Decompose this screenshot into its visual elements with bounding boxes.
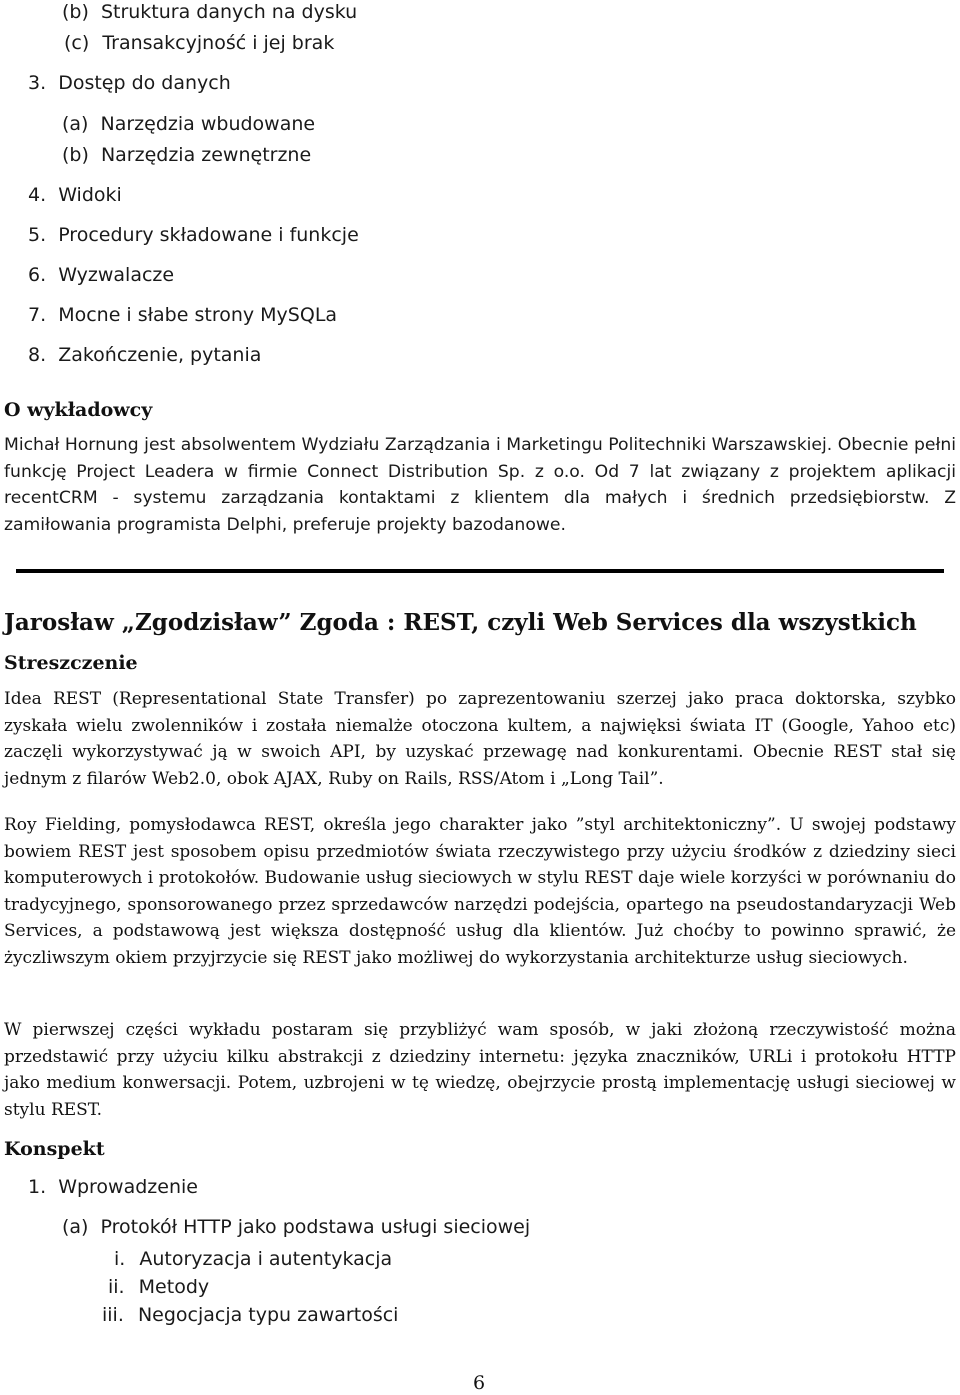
abstract-heading: Streszczenie	[4, 652, 138, 674]
toc-marker: 5.	[28, 224, 47, 246]
toc-text: Mocne i słabe strony MySQLa	[58, 304, 338, 326]
toc-marker: 4.	[28, 184, 47, 206]
toc-marker: (b)	[62, 1, 89, 23]
about-heading: O wykładowcy	[4, 399, 153, 421]
toc-text: Zakończenie, pytania	[58, 344, 262, 366]
outline-text: Autoryzacja i autentykacja	[139, 1248, 393, 1270]
toc-item	[64, 31, 334, 55]
outline-text: Wprowadzenie	[58, 1176, 198, 1198]
toc-text: Narzędzia zewnętrzne	[100, 144, 312, 166]
outline-marker: i.	[114, 1248, 126, 1270]
toc-item	[28, 303, 337, 327]
toc-marker: 7.	[28, 304, 47, 326]
outline-marker: iii.	[102, 1304, 124, 1326]
toc-item	[28, 343, 261, 367]
toc-item	[62, 112, 315, 136]
toc-text: Transakcyjność i jej brak	[102, 32, 335, 54]
toc-item	[28, 71, 231, 95]
outline-text: Metody	[138, 1276, 210, 1298]
toc-marker: (c)	[64, 32, 90, 54]
outline-text: Protokół HTTP jako podstawa usługi sieciowej	[100, 1216, 531, 1238]
outline-item	[28, 1175, 198, 1199]
toc-item	[62, 143, 311, 167]
section-divider	[16, 569, 944, 573]
about-text: Michał Hornung jest absolwentem Wydziału Zarządzania i Marketingu Politechniki Warszawskiej. Obecnie pełni funkcję Project Leadera w firmie Connect Distribution Sp. z o.o. Od 7 lat związany z projektem aplikacji recentCRM - systemu zarządzania kontaktami z klientem dla małych i średnich przedsiębiorstw. Z zamiłowania programista Delphi, preferuje projekty bazodanowe.	[4, 435, 956, 535]
toc-item	[28, 223, 359, 247]
outline-item	[114, 1247, 392, 1271]
toc-marker: (b)	[62, 144, 89, 166]
toc-marker: 8.	[28, 344, 47, 366]
page-number: 6	[473, 1372, 486, 1394]
outline-text: Negocjacja typu zawartości	[137, 1304, 399, 1326]
talk-title: Jarosław „Zgodzisław” Zgoda : REST, czyli Web Services dla wszystkich	[4, 609, 917, 636]
outline-marker: 1.	[28, 1176, 47, 1198]
outline-marker: (a)	[62, 1216, 89, 1238]
abstract-paragraph-1: Idea REST (Representational State Transfer) po zaprezentowaniu szerzej jako praca doktorska, szybko zyskała wielu zwolenników i została niemalże otoczona kultem, a najwięksi świata IT (Google, Yahoo etc) zaczęli wykorzystywać ją w swoich API, by uzyskać przewagę nad konkurentami. Obecnie REST stał się jednym z filarów Web2.0, obok AJAX, Ruby on Rails, RSS/Atom i „Long Tail”.	[4, 689, 956, 789]
toc-item	[28, 263, 174, 287]
toc-marker: (a)	[62, 113, 89, 135]
outline-heading: Konspekt	[4, 1138, 105, 1160]
toc-marker: 6.	[28, 264, 47, 286]
toc-item	[62, 0, 357, 24]
toc-item	[28, 183, 122, 207]
toc-text: Widoki	[58, 184, 122, 206]
outline-item	[108, 1275, 209, 1299]
outline-item	[62, 1215, 530, 1239]
toc-marker: 3.	[28, 72, 47, 94]
abstract-paragraph-2: Roy Fielding, pomysłodawca REST, określa jego charakter jako ”styl architektoniczny”. U swojej podstawy bowiem REST jest sposobem opisu przedmiotów świata rzeczywistego przy użyciu środków z dziedziny sieci komputerowych i protokołów. Budowanie usług sieciowych w stylu REST daje wiele korzyści w porównaniu do tradycyjnego, sponsorowanego przez sprzedawców narzędzi podejścia, opartego na pseudostandaryzacji Web Services, a podstawową jest większa dostępność usług dla klientów. Już choćby to powinno sprawić, że życzliwszym okiem przyjrzycie się REST jako możliwej do wykorzystania architekturze usług sieciowych.	[4, 815, 956, 968]
toc-text: Dostęp do danych	[58, 72, 231, 94]
toc-text: Wyzwalacze	[58, 264, 175, 286]
abstract-paragraph-3: W pierwszej części wykładu postaram się przybliżyć wam sposób, w jaki złożoną rzeczywistość można przedstawić przy użyciu kilku abstrakcji z dziedziny internetu: języka znaczników, URLi i protokołu HTTP jako medium konwersacji. Potem, uzbrojeni w tę wiedzę, obejrzycie prostą implementację usługi sieciowej w stylu REST.	[4, 1020, 956, 1120]
toc-text: Struktura danych na dysku	[100, 1, 358, 23]
outline-marker: ii.	[108, 1276, 125, 1298]
toc-text: Procedury składowane i funkcje	[58, 224, 359, 246]
outline-item	[102, 1303, 398, 1327]
toc-text: Narzędzia wbudowane	[100, 113, 316, 135]
